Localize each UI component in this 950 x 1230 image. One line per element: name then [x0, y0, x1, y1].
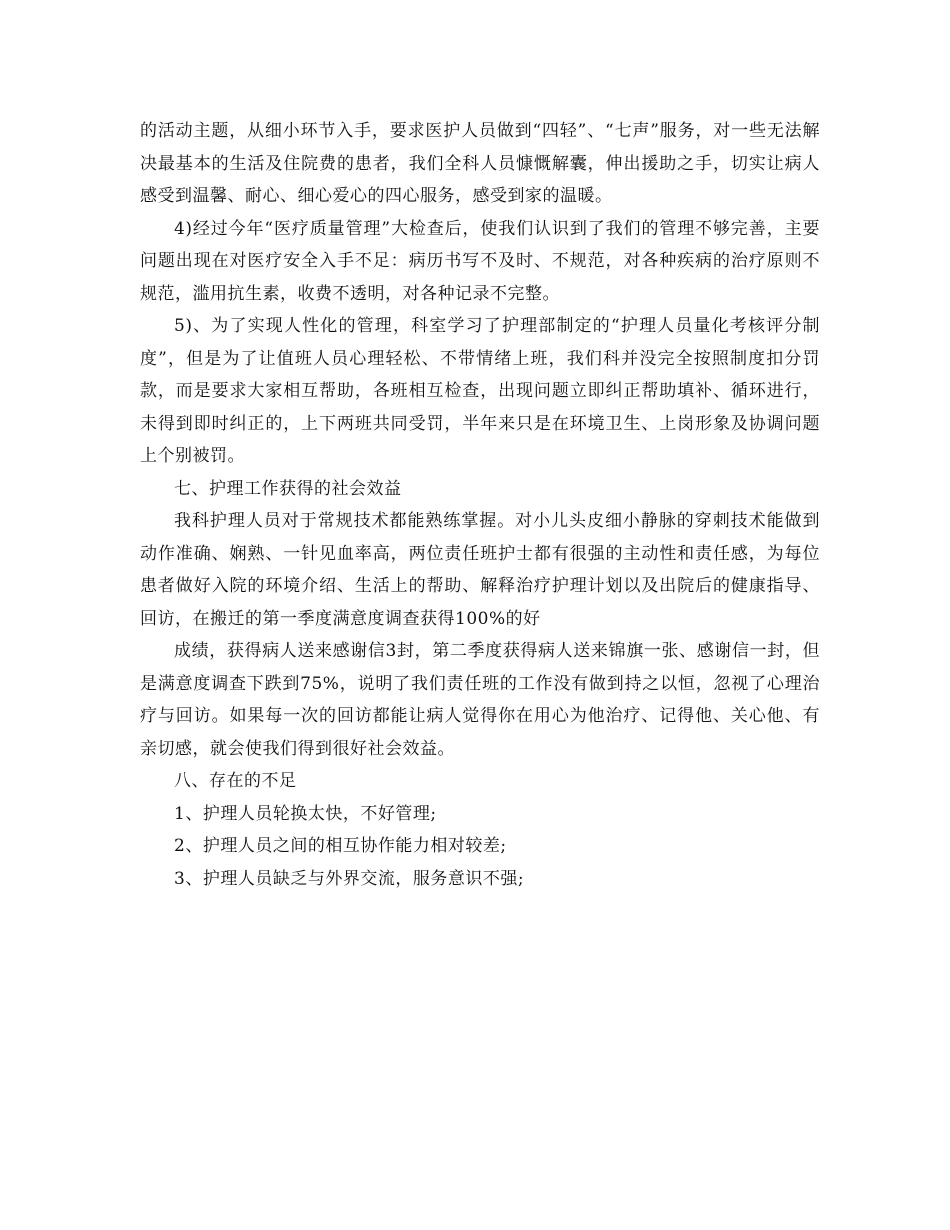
- paragraph-nursing-skills: 我科护理人员对于常规技术都能熟练掌握。对小儿头皮细小静脉的穿刺技术能做到动作准确、娴熟、一针见血率高，两位责任班护士都有很强的主动性和责任感，为每位患者做好入院的环境介绍、生活上的帮助、解释治疗护理计划以及出院后的健康指导、回访，在搬迁的第一季度满意度调查获得100%的好: [140, 511, 820, 629]
- paragraph-satisfaction-results: 成绩，获得病人送来感谢信3封，第二季度获得病人送来锦旗一张、感谢信一封，但是满意度调查下跌到75%，说明了我们责任班的工作没有做到持之以恒，忽视了心理治疗与回访。如果每一次的回访都能让病人觉得你在用心为他治疗、记得他、关心他、有亲切感，就会使我们得到很好社会效益。: [140, 641, 820, 759]
- paragraph-humanized-management: 5)、为了实现人性化的管理，科室学习了护理部制定的“护理人员量化考核评分制度”，但是为了让值班人员心理轻松、不带情绪上班，我们科并没完全按照制度扣分罚款，而是要求大家相互帮助，各班相互检查，出现问题立即纠正帮助填补、循环进行，未得到即时纠正的，上下两班共同受罚，半年来只是在环境卫生、上岗形象及协调问题上个别被罚。: [140, 316, 820, 466]
- list-item-shortcoming-2: 2、护理人员之间的相互协作能力相对较差;: [174, 836, 507, 856]
- paragraph-activity-theme: 的活动主题，从细小环节入手，要求医护人员做到“四轻”、“七声”服务，对一些无法解决最基本的生活及住院费的患者，我们全科人员慷慨解囊，伸出援助之手，切实让病人感受到温馨、耐心、细心爱心的四心服务，感受到家的温暖。: [140, 121, 820, 206]
- list-item-shortcoming-3: 3、护理人员缺乏与外界交流，服务意识不强;: [174, 868, 525, 889]
- document-body: [140, 115, 820, 895]
- section-heading-social-benefits: 七、护理工作获得的社会效益: [174, 478, 402, 499]
- list-item-shortcoming-1: 1、护理人员轮换太快，不好管理;: [174, 803, 437, 824]
- paragraph-quality-inspection: 4)经过今年“医疗质量管理”大检查后，使我们认识到了我们的管理不够完善，主要问题出现在对医疗安全入手不足：病历书写不及时、不规范，对各种疾病的治疗原则不规范，滥用抗生素，收费不透明，对各种记录不完整。: [140, 218, 820, 304]
- section-heading-shortcomings: 八、存在的不足: [174, 771, 297, 791]
